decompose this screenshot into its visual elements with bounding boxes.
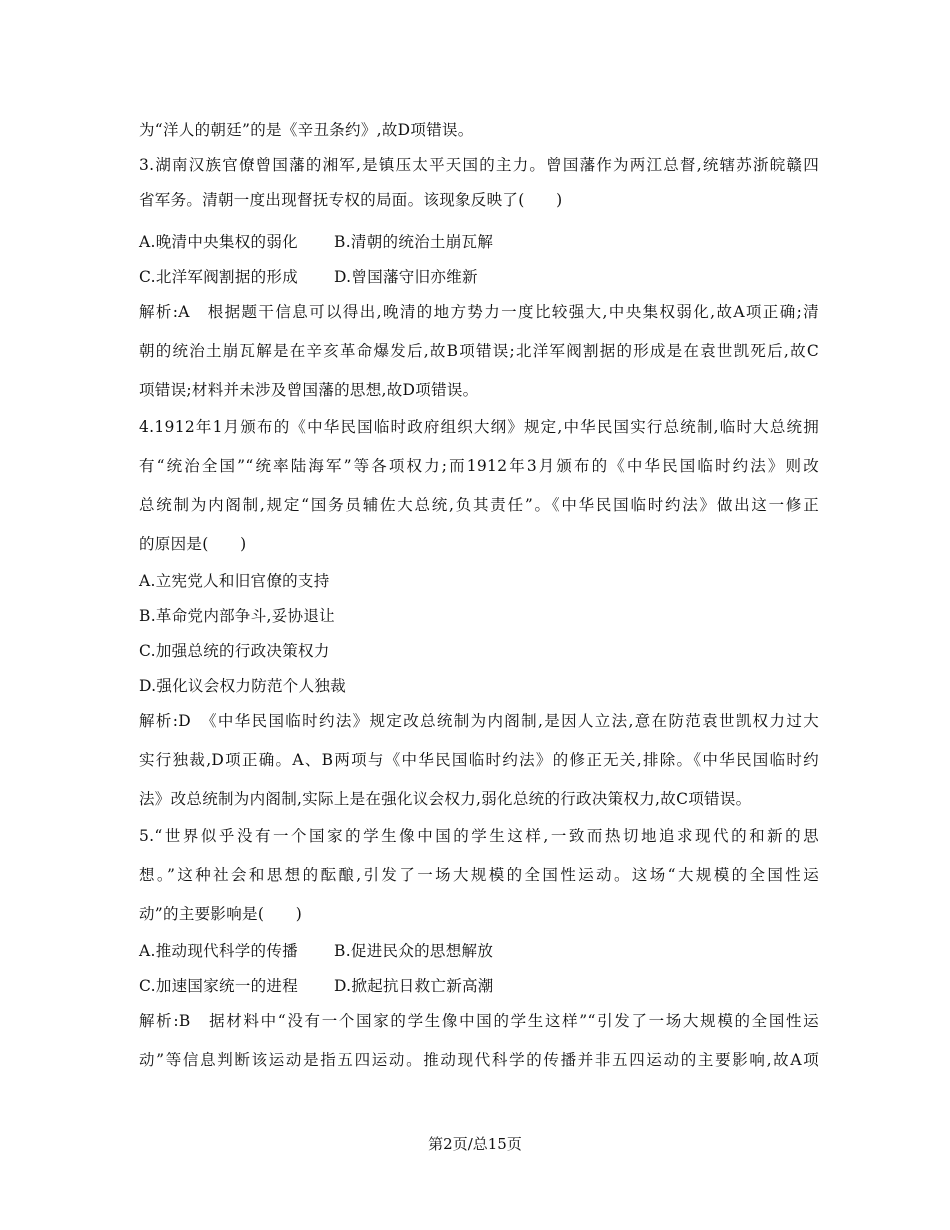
question-3-stem: 3.湖南汉族官僚曾国藩的湘军,是镇压太平天国的主力。曾国藩作为两江总督,统辖苏浙皖赣四 <box>139 156 819 174</box>
option-d: D.曾国藩守旧亦维新 <box>334 268 478 286</box>
question-3-options-row <box>139 266 819 288</box>
question-3-stem: 省军务。清朝一度出现督抚专权的局面。该现象反映了( ) <box>139 191 563 209</box>
option-d: D.强化议会权力防范个人独裁 <box>139 677 347 695</box>
analysis-text: 动”等信息判断该运动是指五四运动。推动现代科学的传播并非五四运动的主要影响,故A项 <box>139 1051 819 1069</box>
question-4-stem: 的原因是( ) <box>139 535 247 553</box>
analysis-text: 法》改总统制为内阁制,实际上是在强化议会权力,弱化总统的行政决策权力,故C项错误。 <box>139 790 752 808</box>
question-5-options-row <box>139 940 819 962</box>
option-c: C.加强总统的行政决策权力 <box>139 642 330 660</box>
analysis-text: 解析:B 据材料中“没有一个国家的学生像中国的学生这样”“引发了一场大规模的全国性运 <box>139 1012 819 1030</box>
question-5-stem: 想。”这种社会和思想的酝酿,引发了一场大规模的全国性运动。这场“大规模的全国性运 <box>139 866 819 884</box>
analysis-text: 实行独裁,D项正确。A、B两项与《中华民国临时约法》的修正无关,排除。《中华民国临时约 <box>139 751 819 769</box>
option-c: C.加速国家统一的进程 <box>139 977 299 995</box>
analysis-text: 朝的统治土崩瓦解是在辛亥革命爆发后,故B项错误;北洋军阀割据的形成是在袁世凯死后,故C <box>139 342 819 360</box>
option-c: C.北洋军阀割据的形成 <box>139 268 299 286</box>
question-3-options-row <box>139 231 819 253</box>
question-4-stem: 总统制为内阁制,规定“国务员辅佐大总统,负其责任”。《中华民国临时约法》做出这一修正 <box>139 496 819 514</box>
option-d: D.掀起抗日救亡新高潮 <box>334 977 494 995</box>
question-5-options-row <box>139 975 819 997</box>
page-number: 第2页/总15页 <box>428 1135 522 1153</box>
text-line: 为“洋人的朝廷”的是《辛丑条约》,故D项错误。 <box>139 121 474 139</box>
question-5-stem: 5.“世界似乎没有一个国家的学生像中国的学生这样,一致而热切地追求现代的和新的思 <box>139 827 819 845</box>
option-b: B.革命党内部争斗,妥协退让 <box>139 607 335 625</box>
analysis-text: 解析:D 《中华民国临时约法》规定改总统制为内阁制,是因人立法,意在防范袁世凯权力过大 <box>139 712 819 730</box>
question-4-stem: 有“统治全国”“统率陆海军”等各项权力;而1912年3月颁布的《中华民国临时约法》则改 <box>139 457 819 475</box>
option-a: A.立宪党人和旧官僚的支持 <box>139 572 330 590</box>
option-a: A.推动现代科学的传播 <box>139 942 298 960</box>
option-b: B.促进民众的思想解放 <box>334 942 494 960</box>
analysis-text: 解析:A 根据题干信息可以得出,晚清的地方势力一度比较强大,中央集权弱化,故A项正确;清 <box>139 303 819 321</box>
analysis-text: 项错误;材料并未涉及曾国藩的思想,故D项错误。 <box>139 381 479 399</box>
option-b: B.清朝的统治土崩瓦解 <box>334 233 494 251</box>
question-4-stem: 4.1912年1月颁布的《中华民国临时政府组织大纲》规定,中华民国实行总统制,临时大总统拥 <box>139 418 819 436</box>
question-5-stem: 动”的主要影响是( ) <box>139 905 303 923</box>
option-a: A.晚清中央集权的弱化 <box>139 233 298 251</box>
